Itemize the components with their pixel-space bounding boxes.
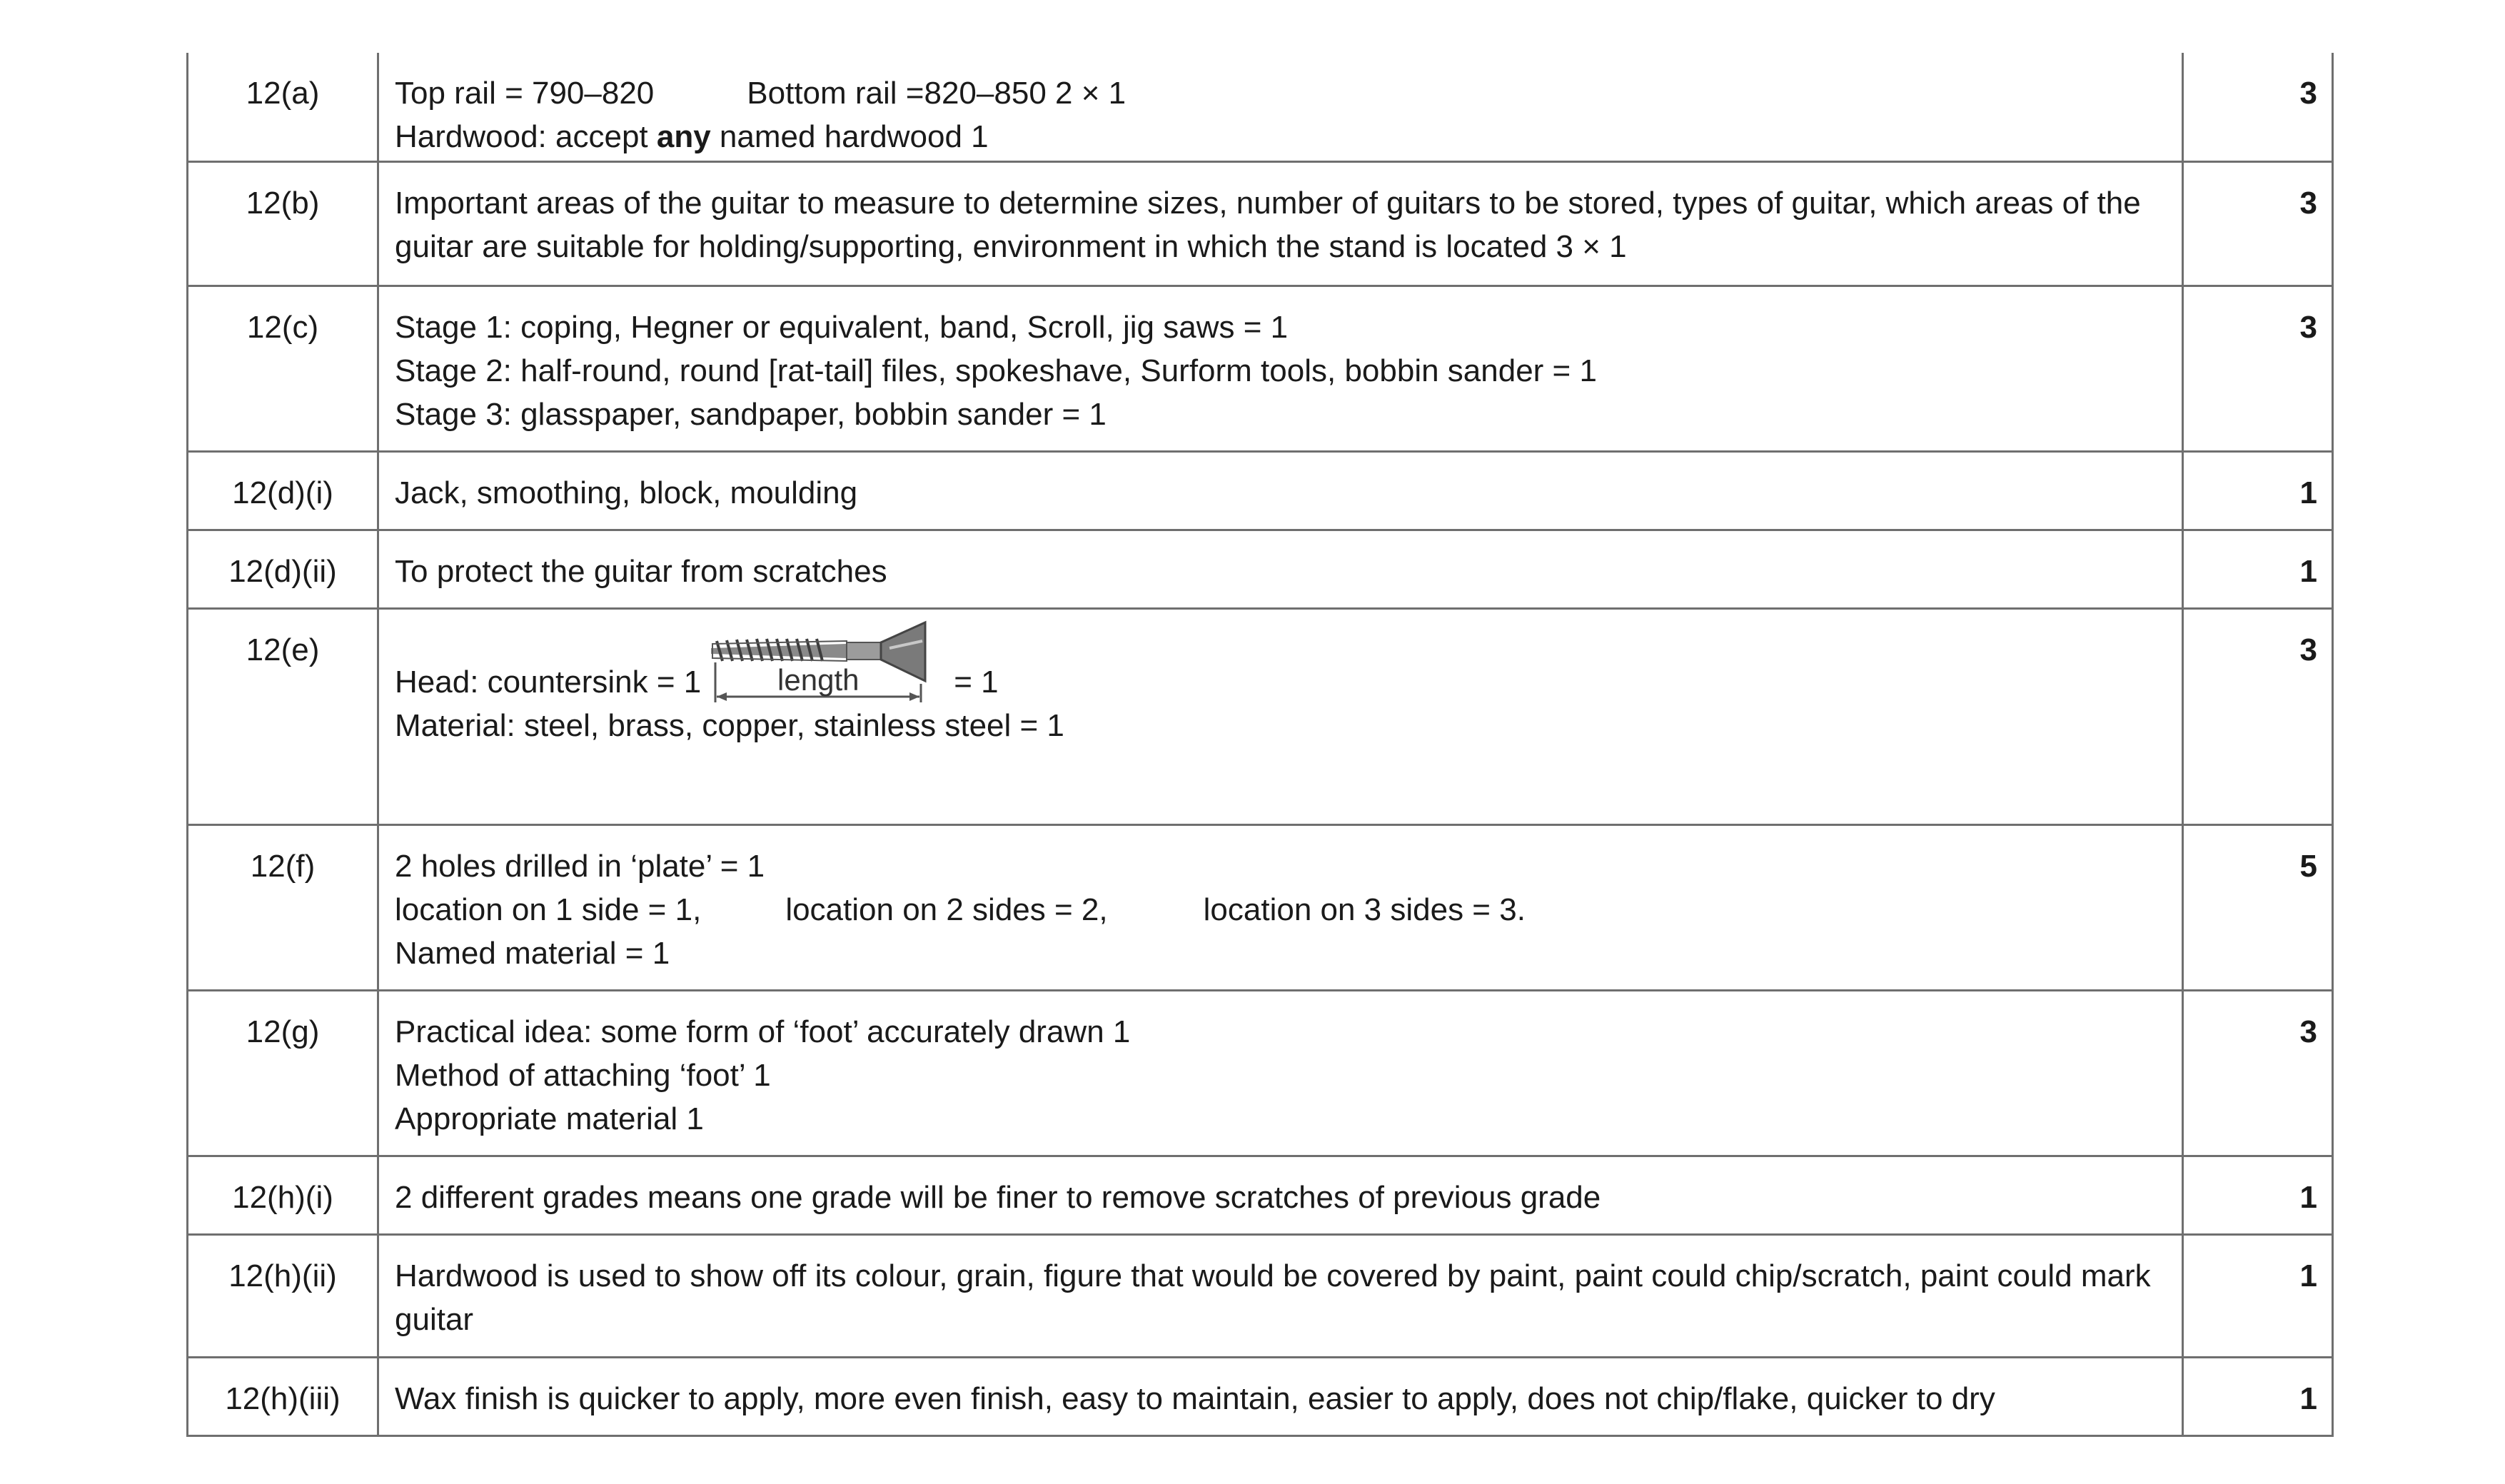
marks-value: 1: [2183, 530, 2333, 608]
marks-value: 3: [2183, 286, 2333, 451]
marks-value: 3: [2183, 990, 2333, 1156]
answer-line: Material: steel, brass, copper, stainless steel = 1: [395, 707, 1064, 743]
location-text: location on 1 side = 1,: [395, 892, 702, 927]
answer-cell: [378, 53, 2183, 161]
question-number: 12(e): [188, 608, 378, 824]
answer-cell: [378, 824, 2183, 990]
answer-cell: [378, 990, 2183, 1156]
mark-scheme-table: [186, 53, 2334, 1437]
question-number: 12(h)(ii): [188, 1234, 378, 1357]
answer-cell: Jack, smoothing, block, moulding: [378, 451, 2183, 530]
answer-line: Method of attaching ‘foot’ 1: [395, 1057, 771, 1093]
figure-mark-text: = 1: [954, 664, 999, 700]
bottom-rail-text: Bottom rail =820–850 2 × 1: [747, 76, 1127, 111]
question-number: 12(g): [188, 990, 378, 1156]
top-rail-text: Top rail = 790–820: [395, 76, 655, 111]
answer-cell: [378, 608, 2183, 824]
marks-value: 3: [2183, 161, 2333, 286]
question-number: 12(a): [188, 53, 378, 161]
location-text: location on 2 sides = 2,: [785, 892, 1108, 927]
answer-cell: To protect the guitar from scratches: [378, 530, 2183, 608]
table-row: [188, 53, 2333, 161]
marks-value: 3: [2183, 608, 2333, 824]
question-number: 12(c): [188, 286, 378, 451]
table-row: [188, 608, 2333, 824]
screw-figure: [711, 620, 947, 704]
marks-value: 3: [2183, 53, 2333, 161]
emphasis-text: any: [656, 119, 711, 154]
answer-line: [395, 115, 2167, 158]
table-row: [188, 990, 2333, 1156]
marks-value: 1: [2183, 1234, 2333, 1357]
answer-line: [395, 71, 2167, 115]
marks-value: 1: [2183, 451, 2333, 530]
location-text: location on 3 sides = 3.: [1203, 892, 1526, 927]
answer-cell: Hardwood is used to show off its colour, grain, figure that would be covered by paint, paint could chip/scratch, paint could mark guitar: [378, 1234, 2183, 1357]
answer-line: [395, 888, 2167, 932]
table-row: [188, 286, 2333, 451]
answer-cell: Important areas of the guitar to measure to determine sizes, number of guitars to be stored, types of guitar, which areas of the guitar are suitable for holding/supporting, environment in which the stand is located 3 × 1: [378, 161, 2183, 286]
answer-line: 2 holes drilled in ‘plate’ = 1: [395, 848, 765, 884]
answer-line: Practical idea: some form of ‘foot’ accurately drawn 1: [395, 1014, 1131, 1049]
answer-cell: Wax finish is quicker to apply, more even finish, easy to maintain, easier to apply, does not chip/flake, quicker to dry: [378, 1357, 2183, 1435]
marks-value: 5: [2183, 824, 2333, 990]
marks-value: 1: [2183, 1156, 2333, 1234]
table-row: [188, 451, 2333, 530]
question-number: 12(d)(ii): [188, 530, 378, 608]
answer-line: Stage 2: half-round, round [rat-tail] files, spokeshave, Surform tools, bobbin sander = 1: [395, 353, 1597, 388]
answer-line: Named material = 1: [395, 935, 670, 971]
head-text: Head: countersink = 1: [395, 664, 702, 700]
table-row: [188, 1357, 2333, 1435]
screw-length-label: length: [777, 662, 860, 697]
table-row: [188, 530, 2333, 608]
table-row: [188, 1234, 2333, 1357]
answer-cell: [378, 286, 2183, 451]
question-number: 12(h)(i): [188, 1156, 378, 1234]
question-number: 12(h)(iii): [188, 1357, 378, 1435]
question-number: 12(b): [188, 161, 378, 286]
table-row: [188, 161, 2333, 286]
answer-line: [395, 620, 2167, 704]
answer-text: Hardwood: accept: [395, 119, 657, 154]
question-number: 12(d)(i): [188, 451, 378, 530]
table-row: [188, 1156, 2333, 1234]
table-row: [188, 824, 2333, 990]
answer-text: named hardwood 1: [710, 119, 989, 154]
question-number: 12(f): [188, 824, 378, 990]
answer-cell: 2 different grades means one grade will be finer to remove scratches of previous grade: [378, 1156, 2183, 1234]
marks-value: 1: [2183, 1357, 2333, 1435]
answer-line: Stage 1: coping, Hegner or equivalent, band, Scroll, jig saws = 1: [395, 309, 1289, 345]
answer-line: Appropriate material 1: [395, 1101, 704, 1136]
answer-line: Stage 3: glasspaper, sandpaper, bobbin sander = 1: [395, 396, 1107, 432]
